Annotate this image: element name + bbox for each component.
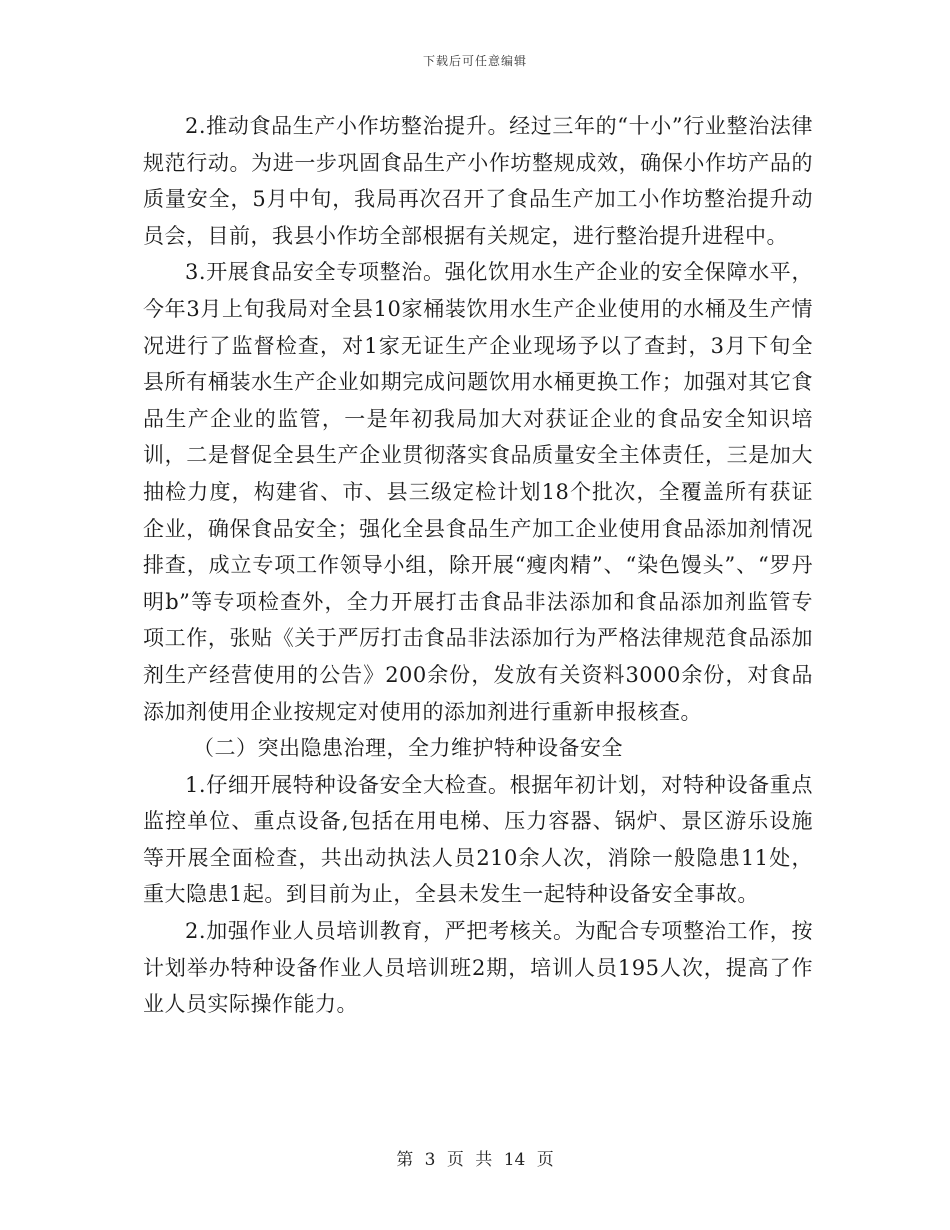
document-body — [143, 108, 813, 1023]
paragraph-operator-training: 2.加强作业人员培训教育，严把考核关。为配合专项整治工作，按计划举办特种设备作业人员培训班2期，培训人员195人次，提高了作业人员实际操作能力。 — [143, 919, 813, 1017]
paragraph-equipment-inspection: 1.仔细开展特种设备安全大检查。根据年初计划，对特种设备重点监控单位、重点设备,包括在用电梯、压力容器、锅炉、景区游乐设施等开展全面检查，共出动执法人员210余人次，消除一般隐患11处，重大隐患1起。到目前为止，全县未发生一起特种设备安全事故。 — [143, 772, 813, 907]
paragraph-food-safety-special-rectification: 3.开展食品安全专项整治。强化饮用水生产企业的安全保障水平，今年3月上旬我局对全县10家桶装饮用水生产企业使用的水桶及生产情况进行了监督检查，对1家无证生产企业现场予以了查封，3月下旬全县所有桶装水生产企业如期完成问题饮用水桶更换工作；加强对其它食品生产企业的监管，一是年初我局加大对获证企业的食品安全知识培训，二是督促全县生产企业贯彻落实食品质量安全主体责任，三是加大抽检力度，构建省、市、县三级定检计划18个批次，全覆盖所有获证企业，确保食品安全；强化全县食品生产加工企业使用食品添加剂情况排查，成立专项工作领导小组，除开展“瘦肉精”、“染色馒头”、“罗丹明b”等专项检查外，全力开展打击食品非法添加和食品添加剂监管专项工作，张贴《关于严厉打击食品非法添加行为严格法律规范食品添加剂生产经营使用的公告》200余份，发放有关资料3000余份，对食品添加剂使用企业按规定对使用的添加剂进行重新申报核查。 — [143, 260, 813, 724]
page-number-footer: 第 3 页 共 14 页 — [396, 1150, 554, 1170]
paragraph-food-workshop-rectification: 2.推动食品生产小作坊整治提升。经过三年的“十小”行业整治法律规范行动。为进一步巩固食品生产小作坊整规成效，确保小作坊产品的质量安全，5月中旬，我局再次召开了食品生产加工小作坊整治提升动员会，目前，我县小作坊全部根据有关规定，进行整治提升进程中。 — [143, 114, 813, 248]
page-header-note: 下载后可任意编辑 — [422, 54, 527, 68]
section-heading-special-equipment: （二）突出隐患治理，全力维护特种设备安全 — [193, 736, 623, 761]
